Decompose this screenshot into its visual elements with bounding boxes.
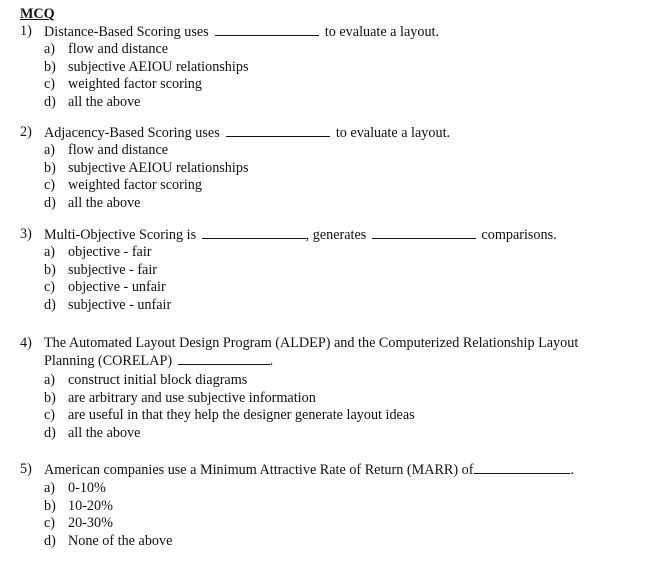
- option-letter: d): [44, 424, 56, 441]
- option-letter: d): [44, 194, 56, 211]
- option-a[interactable]: [20, 142, 620, 160]
- page-title: MCQ: [20, 6, 55, 22]
- option-c[interactable]: [20, 279, 620, 297]
- option-letter: d): [44, 296, 56, 313]
- option-text: flow and distance: [68, 142, 169, 158]
- option-a[interactable]: [20, 480, 620, 498]
- option-letter: b): [44, 58, 56, 75]
- option-a[interactable]: [20, 244, 620, 262]
- stem-text-after: to evaluate a layout.: [324, 24, 440, 40]
- answer-blank-1[interactable]: [202, 226, 306, 239]
- stem-text-after: to evaluate a layout.: [335, 125, 451, 141]
- option-letter: a): [44, 41, 56, 57]
- option-text: subjective AEIOU relationships: [68, 159, 249, 176]
- options-list: [20, 480, 620, 550]
- option-letter: a): [44, 480, 56, 496]
- answer-blank[interactable]: [215, 23, 319, 36]
- question-number: 2): [20, 124, 32, 140]
- stem-text: Multi-Objective Scoring is: [44, 227, 197, 243]
- option-text: subjective - fair: [68, 261, 158, 278]
- option-text: 20-30%: [68, 515, 113, 531]
- option-text: all the above: [68, 424, 141, 441]
- option-a[interactable]: [20, 372, 620, 390]
- question-stem: [20, 226, 620, 244]
- question-number: 3): [20, 226, 32, 242]
- option-letter: c): [44, 76, 56, 92]
- question-stem: [20, 461, 620, 479]
- option-letter: d): [44, 93, 56, 110]
- option-letter: c): [44, 177, 56, 193]
- option-text: 0-10%: [68, 480, 106, 496]
- option-c[interactable]: [20, 515, 620, 533]
- question-number: 4): [20, 335, 32, 351]
- option-text: 10-20%: [68, 497, 113, 514]
- answer-blank[interactable]: [474, 461, 570, 474]
- option-d[interactable]: [20, 94, 620, 112]
- option-letter: c): [44, 407, 56, 423]
- option-b[interactable]: [20, 59, 620, 77]
- option-d[interactable]: [20, 195, 620, 213]
- question-stem: [20, 335, 620, 370]
- question-stem: [20, 124, 620, 142]
- option-text: objective - unfair: [68, 279, 166, 295]
- option-text: all the above: [68, 93, 141, 110]
- option-letter: a): [44, 142, 56, 158]
- option-b[interactable]: [20, 498, 620, 516]
- option-text: flow and distance: [68, 41, 169, 57]
- option-d[interactable]: [20, 533, 620, 551]
- option-letter: c): [44, 515, 56, 531]
- option-b[interactable]: [20, 390, 620, 408]
- option-c[interactable]: [20, 407, 620, 425]
- options-list: [20, 41, 620, 111]
- option-c[interactable]: [20, 76, 620, 94]
- option-text: subjective - unfair: [68, 296, 172, 313]
- option-a[interactable]: [20, 41, 620, 59]
- option-b[interactable]: [20, 160, 620, 178]
- option-letter: a): [44, 372, 56, 388]
- option-text: subjective AEIOU relationships: [68, 58, 249, 75]
- option-c[interactable]: [20, 177, 620, 195]
- stem-text: American companies use a Minimum Attractive Rate of Return (MARR) of: [44, 462, 474, 478]
- stem-text-middle: , generates: [305, 227, 367, 243]
- stem-text-after: comparisons.: [481, 227, 557, 243]
- stem-text: Distance-Based Scoring uses: [44, 24, 209, 40]
- option-text: weighted factor scoring: [68, 177, 202, 193]
- question-3: [20, 226, 620, 314]
- option-text: objective - fair: [68, 244, 152, 260]
- answer-blank-2[interactable]: [372, 226, 476, 239]
- option-b[interactable]: [20, 262, 620, 280]
- option-text: construct initial block diagrams: [68, 372, 248, 388]
- question-number: 5): [20, 461, 32, 477]
- option-text: all the above: [68, 194, 141, 211]
- option-letter: a): [44, 244, 56, 260]
- option-letter: b): [44, 159, 56, 176]
- option-letter: b): [44, 389, 56, 406]
- option-text: are arbitrary and use subjective information: [68, 389, 316, 406]
- stem-text-after: .: [570, 462, 575, 478]
- option-d[interactable]: [20, 425, 620, 443]
- option-letter: b): [44, 261, 56, 278]
- question-4: [20, 335, 620, 442]
- option-d[interactable]: [20, 297, 620, 315]
- option-text: None of the above: [68, 532, 173, 549]
- answer-blank[interactable]: [178, 352, 270, 365]
- question-number: 1): [20, 23, 32, 39]
- option-letter: d): [44, 532, 56, 549]
- option-letter: b): [44, 497, 56, 514]
- question-1: [20, 23, 620, 111]
- options-list: [20, 372, 620, 442]
- option-text: weighted factor scoring: [68, 76, 202, 92]
- options-list: [20, 244, 620, 314]
- question-5: [20, 461, 620, 550]
- stem-text: Adjacency-Based Scoring uses: [44, 125, 220, 141]
- option-text: are useful in that they help the designer generate layout ideas: [68, 407, 415, 423]
- question-stem: [20, 23, 620, 41]
- option-letter: c): [44, 279, 56, 295]
- stem-text-after: .: [269, 353, 274, 369]
- answer-blank[interactable]: [226, 124, 330, 137]
- stem-text: The Automated Layout Design Program (ALDEP) and the Computerized Relationship Layout Planning (CORELAP): [44, 335, 579, 369]
- options-list: [20, 142, 620, 212]
- question-2: [20, 124, 620, 212]
